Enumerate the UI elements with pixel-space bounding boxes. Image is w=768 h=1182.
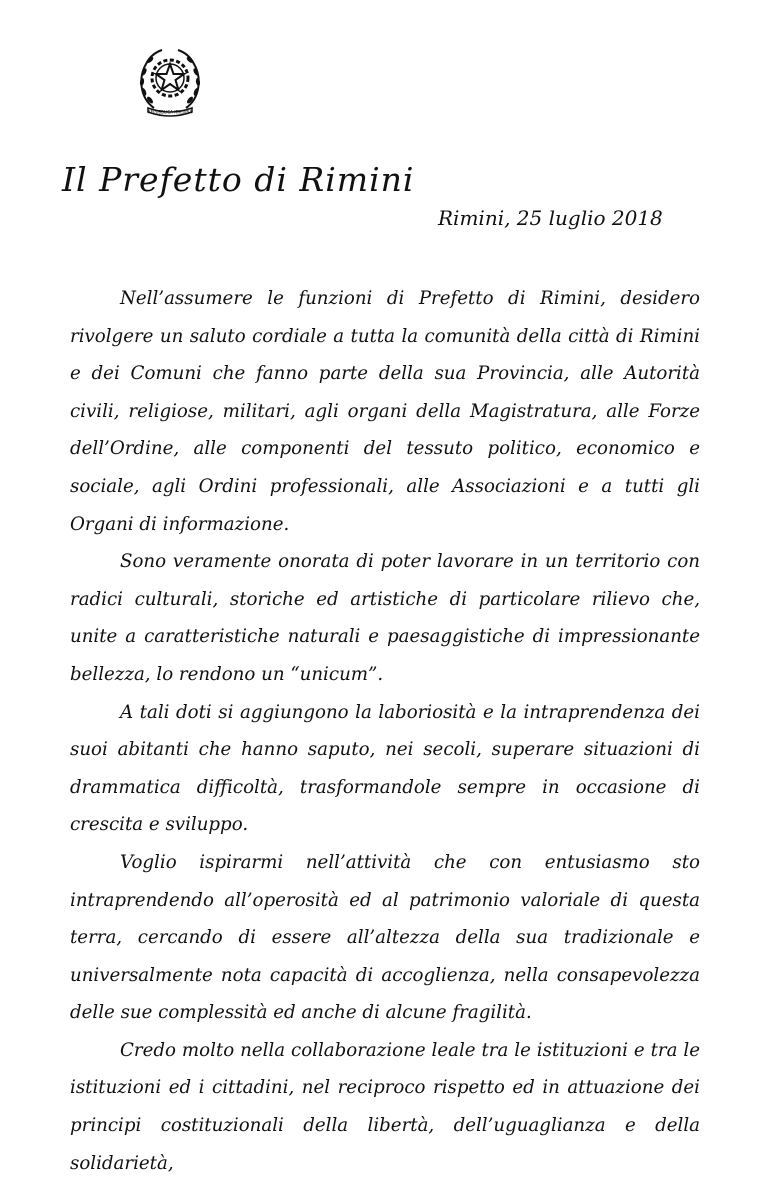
page-title: Il Prefetto di Rimini	[62, 160, 415, 199]
paragraph: Credo molto nella collaborazione leale tra le istituzioni e tra le istituzioni ed i cittadini, nel reciproco rispetto ed in attuazione dei principi costituzionali della libertà, dell’uguaglianza e della solidarietà,	[70, 1039, 700, 1174]
paragraph: Sono veramente onorata di poter lavorare in un territorio con radici culturali, storiche ed artistiche di particolare rilievo che, unite a caratteristiche naturali e paesaggistiche di impressionante bellezza, lo rendono un “unicum”.	[70, 551, 700, 685]
letter-body	[70, 280, 700, 1182]
svg-text:REPUBBLICA ITALIANA: REPUBBLICA ITALIANA	[147, 109, 193, 115]
letter-date: Rimini, 25 luglio 2018	[438, 206, 663, 230]
paragraph: Voglio ispirarmi nell’attività che con entusiasmo sto intraprendendo all’operosità ed al patrimonio valoriale di questa terra, cercando di essere all’altezza della sua tradizionale e universalmente nota capacità di accoglienza, nella consapevolezza delle sue complessità ed anche di alcune fragilità.	[70, 851, 700, 1024]
italian-republic-emblem-icon	[134, 42, 206, 120]
paragraph: Nell’assumere le funzioni di Prefetto di Rimini, desidero rivolgere un saluto cordiale a tutta la comunità della città di Rimini e dei Comuni che fanno parte della sua Provincia, alle Autorità civili, religiose, militari, agli organi della Magistratura, alle Forze dell’Ordine, alle componenti del tessuto politico, economico e sociale, agli Ordini professionali, alle Associazioni e a tutti gli Organi di informazione.	[70, 288, 700, 535]
paragraph: A tali doti si aggiungono la laboriosità e la intraprendenza dei suoi abitanti che hanno saputo, nei secoli, superare situazioni di drammatica difficoltà, trasformandole sempre in occasione di crescita e sviluppo.	[70, 701, 700, 836]
